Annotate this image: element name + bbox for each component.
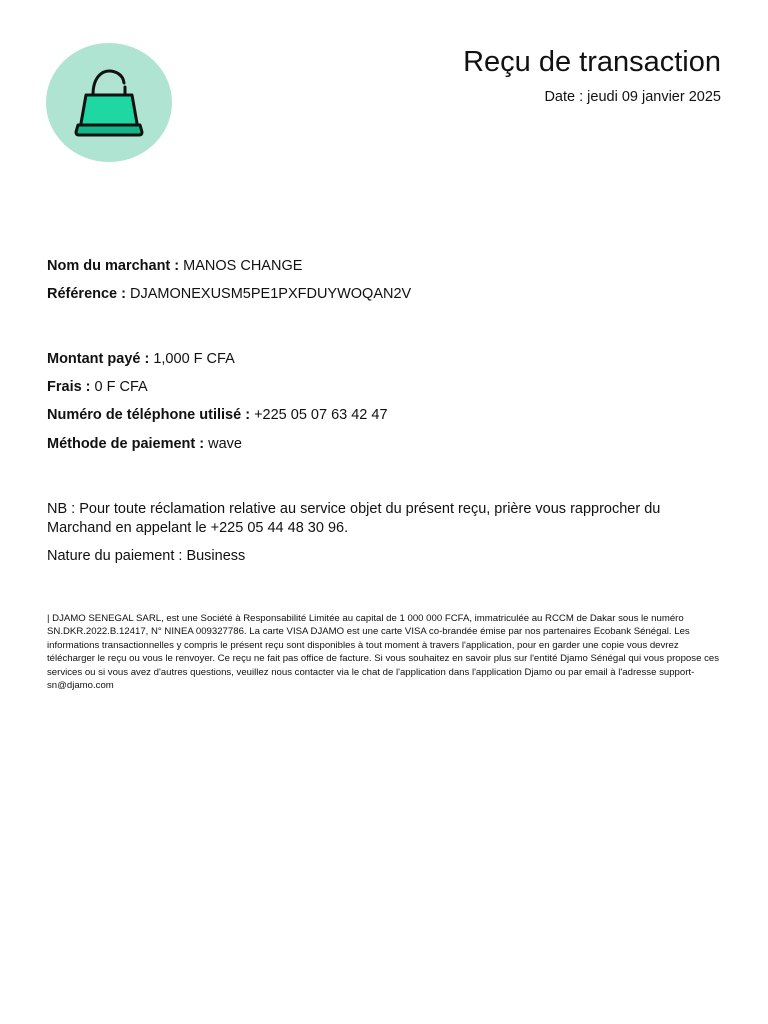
page-title: Reçu de transaction bbox=[463, 46, 721, 78]
amount-label: Montant payé : bbox=[47, 351, 150, 367]
phone-row bbox=[47, 407, 388, 424]
merchant-row bbox=[47, 258, 302, 275]
fees-label: Frais : bbox=[47, 379, 91, 395]
amount-row bbox=[47, 351, 235, 368]
payment-nature: Nature du paiement : Business bbox=[47, 548, 246, 564]
receipt-date: Date : jeudi 09 janvier 2025 bbox=[544, 89, 721, 105]
reference-row bbox=[47, 286, 411, 303]
phone-value: +225 05 07 63 42 47 bbox=[254, 407, 388, 423]
phone-label: Numéro de téléphone utilisé : bbox=[47, 407, 251, 423]
amount-value: 1,000 F CFA bbox=[153, 351, 235, 367]
payment-method-value: wave bbox=[208, 436, 242, 452]
payment-method-label: Méthode de paiement : bbox=[47, 436, 205, 452]
reference-label: Référence : bbox=[47, 286, 126, 302]
reference-value: DJAMONEXUSM5PE1PXFDUYWOQAN2V bbox=[130, 286, 412, 302]
legal-disclaimer: | DJAMO SENEGAL SARL, est une Société à Responsabilité Limitée au capital de 1 000 000 FCFA, immatriculée au RCCM de Dakar sous le numéro SN.DKR.2022.B.12417, N° NINEA 009327786. La carte VISA DJAMO est une carte VISA co-brandée émise par nos partenaires Ecobank Sénégal. Les informations transactionnelles y compris le présent reçu sont disponibles à tout moment à travers l'application, pour en garder une copie vous devrez télécharger le reçu ou vous le renvoyer. Ce reçu ne fait pas office de facture. Si vous souhaitez en savoir plus sur l'entité Djamo Sénégal qui vous propose ces services ou si vous avez d'autres questions, veuillez nous contacter via le chat de l'application dans l'application Djamo ou par email à l'adresse support-sn@djamo.com bbox=[47, 613, 719, 692]
fees-value: 0 F CFA bbox=[94, 379, 148, 395]
payment-method-row bbox=[47, 436, 242, 453]
claim-note: NB : Pour toute réclamation relative au service objet du présent reçu, prière vous rapprocher du Marchand en appelant le +225 05 44 48 30 96. bbox=[47, 501, 661, 536]
shopping-bag-icon bbox=[46, 43, 172, 162]
merchant-value: MANOS CHANGE bbox=[183, 258, 303, 274]
fees-row bbox=[47, 379, 148, 396]
merchant-logo bbox=[46, 43, 172, 162]
merchant-label: Nom du marchant : bbox=[47, 258, 180, 274]
